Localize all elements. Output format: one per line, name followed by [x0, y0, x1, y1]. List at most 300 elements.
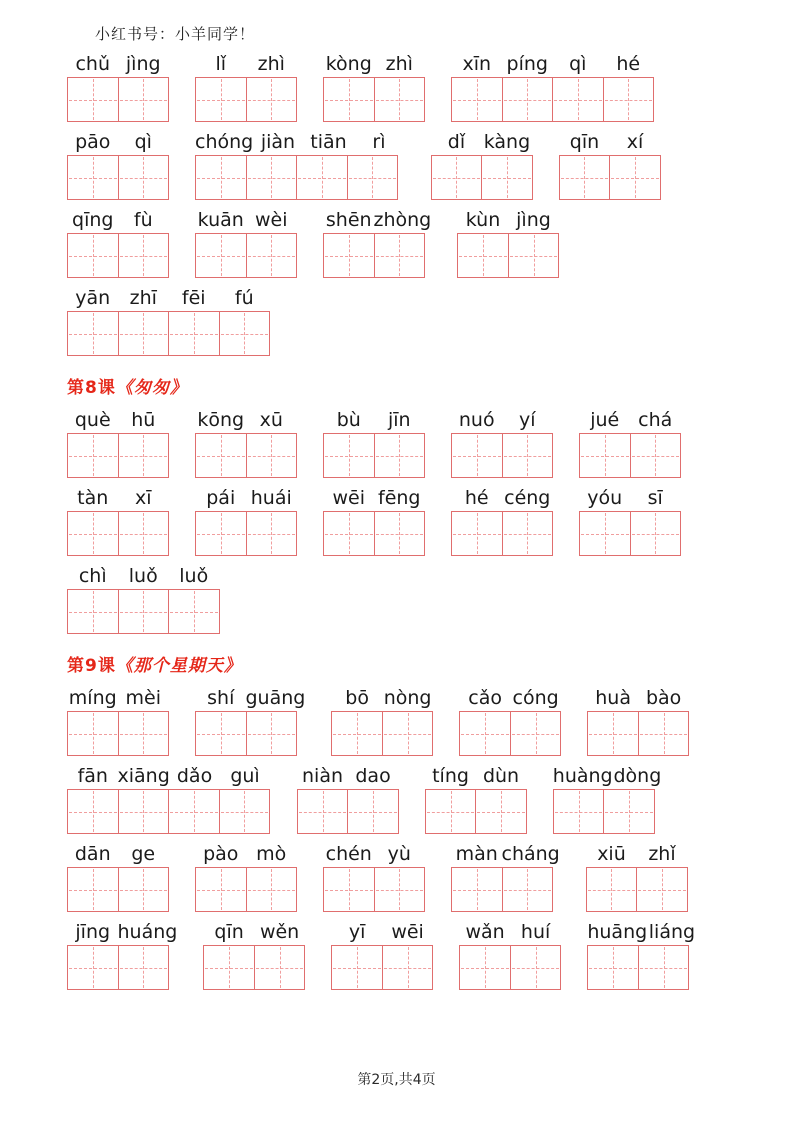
- pinyin-line: [67, 565, 220, 587]
- word-row: [67, 287, 793, 356]
- writing-cell: [297, 789, 349, 834]
- writing-cell: [195, 433, 247, 478]
- writing-cell: [459, 945, 511, 990]
- writing-cell: [587, 945, 639, 990]
- pinyin-syllable: chóng: [195, 131, 254, 153]
- pinyin-syllable: mèi: [125, 687, 161, 709]
- word-group: [67, 209, 169, 278]
- character-grid: [323, 867, 425, 912]
- pinyin-syllable: qì: [134, 131, 152, 153]
- pinyin-line: [195, 209, 297, 231]
- pinyin-line: [425, 765, 527, 787]
- writing-cell: [425, 789, 477, 834]
- character-grid: [323, 433, 425, 478]
- writing-cell: [118, 77, 170, 122]
- character-grid: [457, 233, 559, 278]
- writing-cell: [296, 155, 348, 200]
- writing-cell: [374, 867, 426, 912]
- word-row: [67, 565, 793, 634]
- writing-cell: [195, 155, 247, 200]
- pinyin-syllable: què: [74, 409, 111, 431]
- pinyin-syllable: xiū: [597, 843, 626, 865]
- character-grid: [587, 711, 689, 756]
- pinyin-syllable: huáng: [117, 921, 178, 943]
- writing-cell: [118, 311, 170, 356]
- pinyin-syllable: niàn: [302, 765, 344, 787]
- writing-cell: [118, 155, 170, 200]
- pinyin-syllable: nòng: [383, 687, 432, 709]
- pinyin-syllable: céng: [504, 487, 551, 509]
- pinyin-syllable: hé: [464, 487, 489, 509]
- pinyin-syllable: fēi: [181, 287, 206, 309]
- pinyin-line: [195, 53, 297, 75]
- pinyin-line: [457, 209, 559, 231]
- writing-cell: [382, 711, 434, 756]
- lesson-section: [67, 377, 793, 634]
- pinyin-line: [203, 921, 305, 943]
- writing-cell: [559, 155, 611, 200]
- word-group: [459, 687, 561, 756]
- pinyin-syllable: huà: [595, 687, 631, 709]
- character-grid: [553, 789, 663, 834]
- writing-cell: [586, 867, 638, 912]
- pinyin-syllable: zhǐ: [648, 843, 676, 865]
- character-grid: [67, 233, 169, 278]
- pinyin-line: [323, 53, 425, 75]
- writing-cell: [603, 789, 655, 834]
- word-row: [67, 53, 793, 122]
- pinyin-syllable: fù: [133, 209, 153, 231]
- character-grid: [67, 589, 220, 634]
- word-group: [587, 687, 689, 756]
- pinyin-line: [195, 409, 297, 431]
- pinyin-syllable: shí: [207, 687, 235, 709]
- pinyin-syllable: fēng: [378, 487, 421, 509]
- pinyin-line: [67, 409, 169, 431]
- pinyin-syllable: xīn: [462, 53, 492, 75]
- pinyin-syllable: huái: [250, 487, 292, 509]
- pinyin-line: [67, 921, 177, 943]
- writing-cell: [323, 233, 375, 278]
- pinyin-line: [587, 921, 697, 943]
- lesson-section: [67, 53, 793, 356]
- writing-cell: [451, 77, 503, 122]
- character-grid: [451, 867, 560, 912]
- character-grid: [195, 433, 297, 478]
- pinyin-syllable: jìng: [516, 209, 551, 231]
- writing-cell: [67, 511, 119, 556]
- writing-cell: [502, 867, 554, 912]
- writing-cell: [323, 867, 375, 912]
- pinyin-syllable: chì: [78, 565, 107, 587]
- pinyin-syllable: dān: [74, 843, 111, 865]
- writing-cell: [510, 711, 562, 756]
- pinyin-line: [587, 687, 689, 709]
- writing-cell: [67, 789, 119, 834]
- pinyin-syllable: qīn: [214, 921, 244, 943]
- pinyin-line: [459, 921, 561, 943]
- pinyin-syllable: pào: [203, 843, 239, 865]
- pinyin-syllable: fú: [234, 287, 254, 309]
- pinyin-syllable: kòng: [325, 53, 372, 75]
- pinyin-line: [451, 53, 654, 75]
- character-grid: [451, 511, 553, 556]
- writing-cell: [246, 867, 298, 912]
- writing-cell: [553, 789, 605, 834]
- pinyin-syllable: dǎo: [176, 765, 213, 787]
- pinyin-syllable: wěn: [259, 921, 300, 943]
- writing-cell: [630, 433, 682, 478]
- writing-cell: [382, 945, 434, 990]
- pinyin-syllable: xiāng: [117, 765, 170, 787]
- writing-cell: [374, 77, 426, 122]
- pinyin-line: [451, 843, 560, 865]
- writing-cell: [195, 867, 247, 912]
- word-group: [67, 131, 169, 200]
- pinyin-syllable: míng: [68, 687, 117, 709]
- writing-cell: [459, 711, 511, 756]
- writing-cell: [510, 945, 562, 990]
- writing-cell: [195, 711, 247, 756]
- writing-cell: [630, 511, 682, 556]
- word-group: [323, 209, 431, 278]
- word-group: [451, 843, 560, 912]
- writing-cell: [67, 711, 119, 756]
- writing-cell: [457, 233, 509, 278]
- pinyin-syllable: kōng: [197, 409, 245, 431]
- pinyin-syllable: dǐ: [447, 131, 466, 153]
- writing-cell: [502, 77, 554, 122]
- writing-cell: [67, 589, 119, 634]
- word-group: [67, 687, 169, 756]
- pinyin-line: [195, 843, 297, 865]
- pinyin-syllable: luǒ: [128, 565, 158, 587]
- writing-cell: [451, 433, 503, 478]
- lesson-heading: [67, 655, 793, 677]
- pinyin-syllable: dao: [355, 765, 391, 787]
- writing-cell: [195, 233, 247, 278]
- pinyin-line: [431, 131, 533, 153]
- pinyin-line: [323, 209, 431, 231]
- word-group: [457, 209, 559, 278]
- word-row: [67, 921, 793, 990]
- character-grid: [331, 711, 433, 756]
- pinyin-syllable: jīng: [75, 921, 111, 943]
- pinyin-line: [323, 409, 425, 431]
- pinyin-syllable: qīng: [72, 209, 114, 231]
- pinyin-syllable: jìng: [125, 53, 161, 75]
- character-grid: [67, 311, 270, 356]
- writing-cell: [118, 511, 170, 556]
- pinyin-syllable: luǒ: [179, 565, 209, 587]
- writing-cell: [609, 155, 661, 200]
- writing-cell: [254, 945, 306, 990]
- writing-cell: [118, 233, 170, 278]
- writing-cell: [374, 433, 426, 478]
- writing-cell: [502, 511, 554, 556]
- character-grid: [579, 511, 681, 556]
- writing-cell: [347, 155, 399, 200]
- writing-cell: [118, 433, 170, 478]
- character-grid: [195, 155, 405, 200]
- word-group: [553, 765, 663, 834]
- writing-cell: [118, 711, 170, 756]
- character-grid: [195, 711, 305, 756]
- writing-cell: [67, 155, 119, 200]
- pinyin-syllable: kàng: [483, 131, 531, 153]
- word-row: [67, 843, 793, 912]
- lesson-heading: [67, 377, 793, 399]
- character-grid: [451, 77, 654, 122]
- character-grid: [67, 433, 169, 478]
- character-grid: [297, 789, 399, 834]
- writing-cell: [246, 233, 298, 278]
- character-grid: [67, 789, 271, 834]
- character-grid: [451, 433, 553, 478]
- pinyin-syllable: zhì: [257, 53, 285, 75]
- pinyin-syllable: huàng: [552, 765, 613, 787]
- pinyin-line: [579, 409, 681, 431]
- word-group: [451, 409, 553, 478]
- writing-cell: [67, 311, 119, 356]
- lesson-title: 《匆匆》: [115, 378, 188, 398]
- pinyin-syllable: yān: [75, 287, 111, 309]
- writing-cell: [579, 433, 631, 478]
- pinyin-line: [67, 487, 169, 509]
- word-row: [67, 131, 793, 200]
- lesson-section: [67, 655, 793, 990]
- pinyin-line: [586, 843, 688, 865]
- word-group: [195, 487, 297, 556]
- word-group: [195, 209, 297, 278]
- word-group: [579, 409, 681, 478]
- writing-cell: [331, 711, 383, 756]
- pinyin-syllable: sī: [647, 487, 663, 509]
- pinyin-syllable: xí: [626, 131, 644, 153]
- word-group: [431, 131, 533, 200]
- pinyin-syllable: liáng: [648, 921, 696, 943]
- pinyin-line: [67, 209, 169, 231]
- lesson-title: 《那个星期天》: [115, 656, 242, 676]
- pinyin-syllable: xū: [259, 409, 283, 431]
- character-grid: [67, 867, 169, 912]
- pinyin-line: [67, 53, 169, 75]
- pinyin-syllable: guāng: [245, 687, 306, 709]
- pinyin-syllable: chén: [325, 843, 372, 865]
- pinyin-line: [451, 487, 553, 509]
- word-group: [297, 765, 399, 834]
- pinyin-line: [195, 487, 297, 509]
- pinyin-line: [195, 687, 305, 709]
- writing-cell: [374, 233, 426, 278]
- pinyin-syllable: dòng: [613, 765, 662, 787]
- pinyin-syllable: rì: [372, 131, 386, 153]
- word-group: [67, 53, 169, 122]
- writing-cell: [451, 867, 503, 912]
- word-row: [67, 209, 793, 278]
- pinyin-syllable: wēi: [332, 487, 365, 509]
- pinyin-syllable: guì: [230, 765, 260, 787]
- writing-cell: [603, 77, 655, 122]
- pinyin-syllable: màn: [455, 843, 498, 865]
- writing-cell: [347, 789, 399, 834]
- pinyin-line: [323, 843, 425, 865]
- writing-cell: [195, 77, 247, 122]
- writing-cell: [323, 77, 375, 122]
- pinyin-syllable: huāng: [587, 921, 648, 943]
- pinyin-syllable: bù: [336, 409, 361, 431]
- pinyin-syllable: yóu: [587, 487, 623, 509]
- character-grid: [195, 77, 297, 122]
- pinyin-syllable: nuó: [458, 409, 495, 431]
- word-group: [323, 409, 425, 478]
- word-group: [587, 921, 697, 990]
- writing-cell: [431, 155, 483, 200]
- writing-cell: [451, 511, 503, 556]
- word-group: [67, 565, 220, 634]
- character-grid: [67, 945, 177, 990]
- character-grid: [67, 77, 169, 122]
- writing-cell: [219, 311, 271, 356]
- lesson-number: 第8课: [67, 378, 116, 398]
- word-group: [195, 843, 297, 912]
- word-group: [331, 921, 433, 990]
- character-grid: [195, 233, 297, 278]
- writing-cell: [636, 867, 688, 912]
- pinyin-syllable: bō: [345, 687, 369, 709]
- word-group: [323, 53, 425, 122]
- word-group: [67, 765, 271, 834]
- pinyin-syllable: hū: [131, 409, 156, 431]
- writing-cell: [323, 433, 375, 478]
- pinyin-syllable: zhī: [129, 287, 157, 309]
- writing-cell: [67, 945, 119, 990]
- pinyin-line: [579, 487, 681, 509]
- word-group: [579, 487, 681, 556]
- word-group: [67, 487, 169, 556]
- character-grid: [195, 511, 297, 556]
- pinyin-syllable: zhòng: [373, 209, 432, 231]
- word-group: [586, 843, 688, 912]
- pinyin-line: [559, 131, 661, 153]
- pinyin-syllable: xī: [134, 487, 152, 509]
- character-grid: [195, 867, 297, 912]
- pinyin-syllable: hé: [616, 53, 641, 75]
- word-group: [203, 921, 305, 990]
- writing-cell: [67, 77, 119, 122]
- pinyin-line: [553, 765, 663, 787]
- pinyin-syllable: pāo: [75, 131, 111, 153]
- word-group: [425, 765, 527, 834]
- pinyin-syllable: chǔ: [75, 53, 111, 75]
- pinyin-line: [323, 487, 425, 509]
- pinyin-syllable: jué: [590, 409, 620, 431]
- pinyin-line: [331, 687, 433, 709]
- writing-cell: [168, 789, 220, 834]
- character-grid: [425, 789, 527, 834]
- pinyin-syllable: wēi: [391, 921, 424, 943]
- pinyin-syllable: kùn: [465, 209, 501, 231]
- word-row: [67, 409, 793, 478]
- pinyin-line: [451, 409, 553, 431]
- pinyin-syllable: fān: [77, 765, 108, 787]
- writing-cell: [118, 867, 170, 912]
- word-group: [459, 921, 561, 990]
- word-group: [67, 409, 169, 478]
- word-group: [323, 487, 425, 556]
- pinyin-line: [67, 765, 271, 787]
- pinyin-syllable: cǎo: [468, 687, 502, 709]
- writing-cell: [246, 433, 298, 478]
- writing-cell: [203, 945, 255, 990]
- character-grid: [459, 711, 561, 756]
- writing-cell: [67, 433, 119, 478]
- character-grid: [67, 711, 169, 756]
- pinyin-syllable: huí: [520, 921, 551, 943]
- pinyin-syllable: lǐ: [215, 53, 227, 75]
- writing-cell: [118, 589, 170, 634]
- character-grid: [431, 155, 533, 200]
- pinyin-syllable: cóng: [512, 687, 559, 709]
- account-note: 小红书号：小羊同学！: [95, 25, 256, 43]
- pinyin-syllable: tíng: [432, 765, 469, 787]
- pinyin-syllable: kuān: [197, 209, 244, 231]
- pinyin-syllable: mò: [256, 843, 287, 865]
- word-group: [195, 131, 405, 200]
- pinyin-syllable: qì: [569, 53, 587, 75]
- character-grid: [559, 155, 661, 200]
- character-grid: [331, 945, 433, 990]
- word-group: [451, 53, 654, 122]
- pinyin-syllable: shēn: [325, 209, 372, 231]
- pinyin-line: [297, 765, 399, 787]
- word-group: [331, 687, 433, 756]
- pinyin-syllable: píng: [506, 53, 548, 75]
- word-row: [67, 687, 793, 756]
- pinyin-syllable: zhì: [385, 53, 413, 75]
- pinyin-syllable: tàn: [77, 487, 109, 509]
- pinyin-syllable: jīn: [387, 409, 411, 431]
- pinyin-line: [195, 131, 405, 153]
- writing-cell: [374, 511, 426, 556]
- character-grid: [67, 511, 169, 556]
- pinyin-syllable: jiàn: [260, 131, 296, 153]
- writing-cell: [168, 311, 220, 356]
- writing-cell: [219, 789, 271, 834]
- character-grid: [323, 511, 425, 556]
- character-grid: [587, 945, 697, 990]
- pinyin-syllable: yí: [518, 409, 536, 431]
- pinyin-syllable: wǎn: [465, 921, 505, 943]
- pinyin-syllable: qīn: [569, 131, 600, 153]
- pinyin-line: [67, 687, 169, 709]
- character-grid: [579, 433, 681, 478]
- word-row: [67, 765, 793, 834]
- writing-cell: [481, 155, 533, 200]
- worksheet-body: [67, 53, 793, 990]
- pinyin-line: [67, 843, 169, 865]
- pinyin-line: [331, 921, 433, 943]
- writing-cell: [331, 945, 383, 990]
- word-group: [195, 409, 297, 478]
- word-row: [67, 487, 793, 556]
- word-group: [559, 131, 661, 200]
- pinyin-line: [67, 287, 270, 309]
- writing-cell: [587, 711, 639, 756]
- writing-cell: [638, 711, 690, 756]
- character-grid: [323, 77, 425, 122]
- pinyin-syllable: cháng: [501, 843, 560, 865]
